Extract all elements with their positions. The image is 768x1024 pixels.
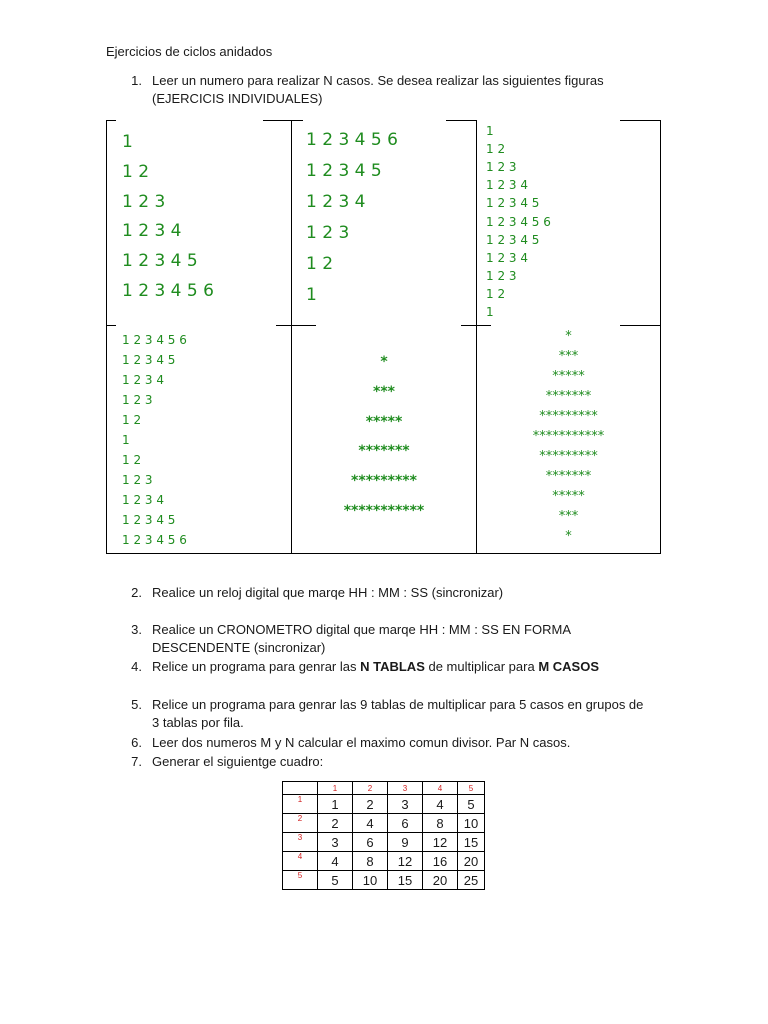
- table-row-header: 5: [283, 871, 318, 890]
- table-row-header: 3: [283, 833, 318, 852]
- table-col-header: 1: [318, 782, 353, 795]
- table-row-header: 2: [283, 814, 318, 833]
- figure-row: 1 2 3: [486, 269, 517, 283]
- figure-row: 1 2 3 4 5 6: [486, 215, 551, 229]
- figure-row: 1 2 3 4: [486, 251, 528, 265]
- table-row: [283, 871, 485, 890]
- table-header-row: [283, 782, 485, 795]
- figure-row: 1: [486, 124, 494, 138]
- exercise-number: 6.: [131, 735, 142, 750]
- table-col-header: 3: [388, 782, 423, 795]
- figure-row: ***: [558, 349, 579, 364]
- figure-row: *****: [552, 489, 585, 504]
- figure-row: 1 2 3 4 5: [122, 251, 198, 271]
- exercise-text: Leer un numero para realizar N casos. Se desea realizar las siguientes figuras (EJERCICIS INDIVIDUALES): [152, 73, 604, 106]
- figure-row: 1 2 3 4 5 6: [122, 281, 214, 301]
- table-row-header: 1: [283, 795, 318, 814]
- figure-row: 1: [122, 433, 130, 447]
- figure-row: 1 2 3 4 5: [486, 196, 540, 210]
- figure-row: *****: [365, 414, 403, 430]
- figure-row: 1 2 3 4 5: [122, 513, 176, 527]
- figure-row: 1 2 3 4: [122, 493, 164, 507]
- figure-row: 1 2 3 4 5 6: [122, 533, 187, 547]
- figure-row: 1 2 3 4 5: [306, 161, 382, 181]
- figure-2: [306, 130, 466, 320]
- figure-row: 1 2: [122, 413, 142, 427]
- grid-mid-segment-mid1: [276, 325, 316, 326]
- figure-row: 1 2 3: [122, 192, 166, 212]
- figure-row: 1 2: [306, 254, 334, 274]
- table-row: [283, 852, 485, 871]
- figures-grid: [106, 120, 662, 554]
- figure-row: 1 2 3 4 5: [486, 233, 540, 247]
- exercise-number: 7.: [131, 754, 142, 769]
- exercise-number: 3.: [131, 622, 142, 637]
- table-row: [283, 795, 485, 814]
- figure-row: 1 2 3 4: [122, 373, 164, 387]
- table-cell: 15: [388, 871, 423, 890]
- table-cell: 3: [318, 833, 353, 852]
- grid-mid-segment-left: [106, 325, 116, 326]
- figure-row: *: [565, 529, 572, 544]
- multiplication-table: [282, 781, 485, 890]
- exercise-text: [152, 658, 652, 676]
- figure-1: [122, 132, 282, 322]
- table-cell: 20: [458, 852, 485, 871]
- grid-bottom-border: [106, 553, 661, 554]
- grid-mid-segment-mid2: [461, 325, 491, 326]
- figure-row: *******: [358, 443, 410, 459]
- exercise-number: 5.: [131, 697, 142, 712]
- figure-row: 1 2: [486, 142, 506, 156]
- exercise-text: Realice un CRONOMETRO digital que marqe HH : MM : SS EN FORMA DESCENDENTE (sincronizar): [152, 622, 571, 655]
- figure-5: [292, 354, 476, 524]
- table-cell: 2: [318, 814, 353, 833]
- figure-row: *********: [539, 449, 598, 464]
- table-col-header: 2: [353, 782, 388, 795]
- table-corner-cell: [283, 782, 318, 795]
- table-cell: 12: [423, 833, 458, 852]
- grid-top-segment-mid2: [446, 120, 476, 121]
- table-row: [283, 833, 485, 852]
- figure-row: 1: [122, 132, 133, 152]
- grid-right-border: [660, 120, 661, 554]
- figure-row: 1: [306, 285, 317, 305]
- figure-row: *******: [545, 469, 592, 484]
- exercise-number: 1.: [131, 73, 142, 88]
- figure-row: 1 2: [486, 287, 506, 301]
- figure-row: ***: [558, 509, 579, 524]
- table-cell: 20: [423, 871, 458, 890]
- figure-row: 1 2 3 4: [486, 178, 528, 192]
- figure-row: ***********: [343, 503, 425, 519]
- table-cell: 10: [458, 814, 485, 833]
- table-cell: 4: [423, 795, 458, 814]
- table-cell: 15: [458, 833, 485, 852]
- table-cell: 10: [353, 871, 388, 890]
- exercise-bold-part: N TABLAS: [360, 659, 425, 674]
- figure-row: 1 2 3 4: [122, 221, 182, 241]
- figure-row: 1 2 3 4: [306, 192, 366, 212]
- figure-row: *******: [545, 389, 592, 404]
- exercise-number: 2.: [131, 585, 142, 600]
- grid-left-border: [106, 120, 107, 554]
- figure-4: [122, 333, 282, 553]
- table-cell: 8: [423, 814, 458, 833]
- figure-row: *****: [552, 369, 585, 384]
- table-cell: 8: [353, 852, 388, 871]
- table-row: [283, 814, 485, 833]
- table-cell: 25: [458, 871, 485, 890]
- table-cell: 16: [423, 852, 458, 871]
- figure-row: ***********: [532, 429, 605, 444]
- exercise-bold-part: M CASOS: [538, 659, 599, 674]
- grid-mid-segment-right: [620, 325, 661, 326]
- figure-row: 1 2 3 4 5 6: [122, 333, 187, 347]
- figure-row: 1 2: [122, 162, 150, 182]
- figure-row: 1 2 3: [122, 393, 153, 407]
- exercise-text: Generar el siguientge cuadro:: [152, 754, 324, 769]
- table-cell: 4: [353, 814, 388, 833]
- table-row-header: 4: [283, 852, 318, 871]
- figure-row: *: [565, 329, 572, 344]
- table-cell: 4: [318, 852, 353, 871]
- table-cell: 2: [353, 795, 388, 814]
- table-col-header: 5: [458, 782, 485, 795]
- table-cell: 6: [353, 833, 388, 852]
- exercise-text: Relice un programa para genrar las 9 tablas de multiplicar para 5 casos en grupos de 3 tablas por fila.: [152, 697, 644, 730]
- table-cell: 9: [388, 833, 423, 852]
- table-col-header: 4: [423, 782, 458, 795]
- table-cell: 12: [388, 852, 423, 871]
- figure-row: 1 2 3: [306, 223, 350, 243]
- table-cell: 5: [458, 795, 485, 814]
- table-cell: 1: [318, 795, 353, 814]
- exercise-text: Realice un reloj digital que marqe HH : MM : SS (sincronizar): [152, 585, 504, 600]
- exercise-text-part: Relice un programa para genrar las: [152, 659, 361, 674]
- table-cell: 3: [388, 795, 423, 814]
- exercise-text-part: de multiplicar para: [424, 659, 539, 674]
- figure-row: *********: [539, 409, 598, 424]
- grid-top-segment-left: [106, 120, 116, 121]
- figure-row: *********: [351, 473, 417, 489]
- figure-row: 1 2 3: [486, 160, 517, 174]
- figure-3: [486, 124, 656, 324]
- figure-row: 1: [486, 305, 494, 319]
- figure-row: *: [380, 354, 388, 370]
- figure-row: 1 2: [122, 453, 142, 467]
- figure-row: 1 2 3: [122, 473, 153, 487]
- table-cell: 6: [388, 814, 423, 833]
- figure-row: 1 2 3 4 5 6: [306, 130, 398, 150]
- exercise-text: Leer dos numeros M y N calcular el maximo comun divisor. Par N casos.: [152, 735, 571, 750]
- exercise-number: 4.: [131, 659, 142, 674]
- page-title: Ejercicios de ciclos anidados: [106, 44, 273, 59]
- grid-top-segment-right: [620, 120, 661, 121]
- table-cell: 5: [318, 871, 353, 890]
- figure-row: ***: [373, 384, 395, 400]
- grid-top-segment-mid1: [263, 120, 303, 121]
- figure-6: [477, 329, 660, 549]
- figure-row: 1 2 3 4 5: [122, 353, 176, 367]
